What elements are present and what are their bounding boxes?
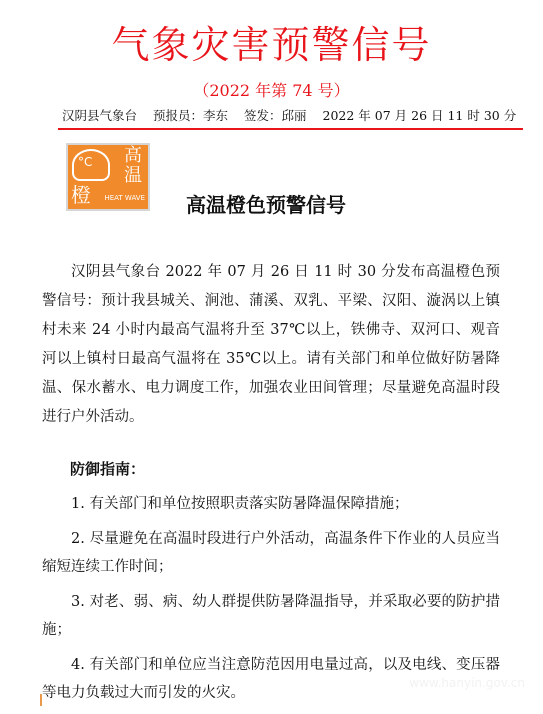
guide-heading: 防御指南： [70,460,146,478]
icon-char-gao: 高 [124,145,142,166]
icon-char-wen: 温 [124,165,142,186]
issue-datetime: 2022 年 07 月 26 日 11 时 30 分 [322,108,517,123]
issue-number: （2022 年第 74 号） [193,81,350,100]
degree-label: °C [78,155,93,169]
issuance-meta [62,106,517,124]
page-marker [40,694,42,706]
header-divider [58,128,523,130]
watermark: www.hanyin.gov.cn [409,676,525,690]
icon-english-label: HEAT WAVE [104,194,145,202]
orange-heat-wave-signal-icon [66,143,150,211]
issuer: 汉阴县气象台 [62,108,138,123]
signal-title: 高温橙色预警信号 [186,193,346,217]
icon-char-cheng: 橙 [71,183,91,207]
guide-item: 3. 对老、弱、病、幼人群提供防暑降温指导，并采取必要的防护措施； [42,594,500,638]
guide-item: 2. 尽量避免在高温时段进行户外活动，高温条件下作业的人员应当缩短连续工作时间； [42,531,500,575]
signer: 签发：邱丽 [244,108,307,123]
document-title: 气象灾害预警信号 [111,23,432,67]
guide-item: 4. 有关部门和单位应当注意防范因用电量过高，以及电线、变压器等电力负载过大而引发的火灾。 [42,657,500,701]
warning-body: 汉阴县气象台 2022 年 07 月 26 日 11 时 30 分发布高温橙色预警信号：预计我县城关、涧池、蒲溪、双乳、平梁、汉阳、漩涡以上镇村未来 24 小时内最高气温将升至 37℃以上，铁佛寺、双河口、观音河以上镇村日最高气温将在 35℃以上。请有关部门和单位做好防暑降温、保水蓄水、电力调度工作，加强农业田间管理；尽量避免高温时段进行户外活动。 [42,264,500,425]
reporter: 预报员：李东 [153,108,229,123]
guide-item: 1. 有关部门和单位按照职责落实防暑降温保障措施； [71,496,409,512]
